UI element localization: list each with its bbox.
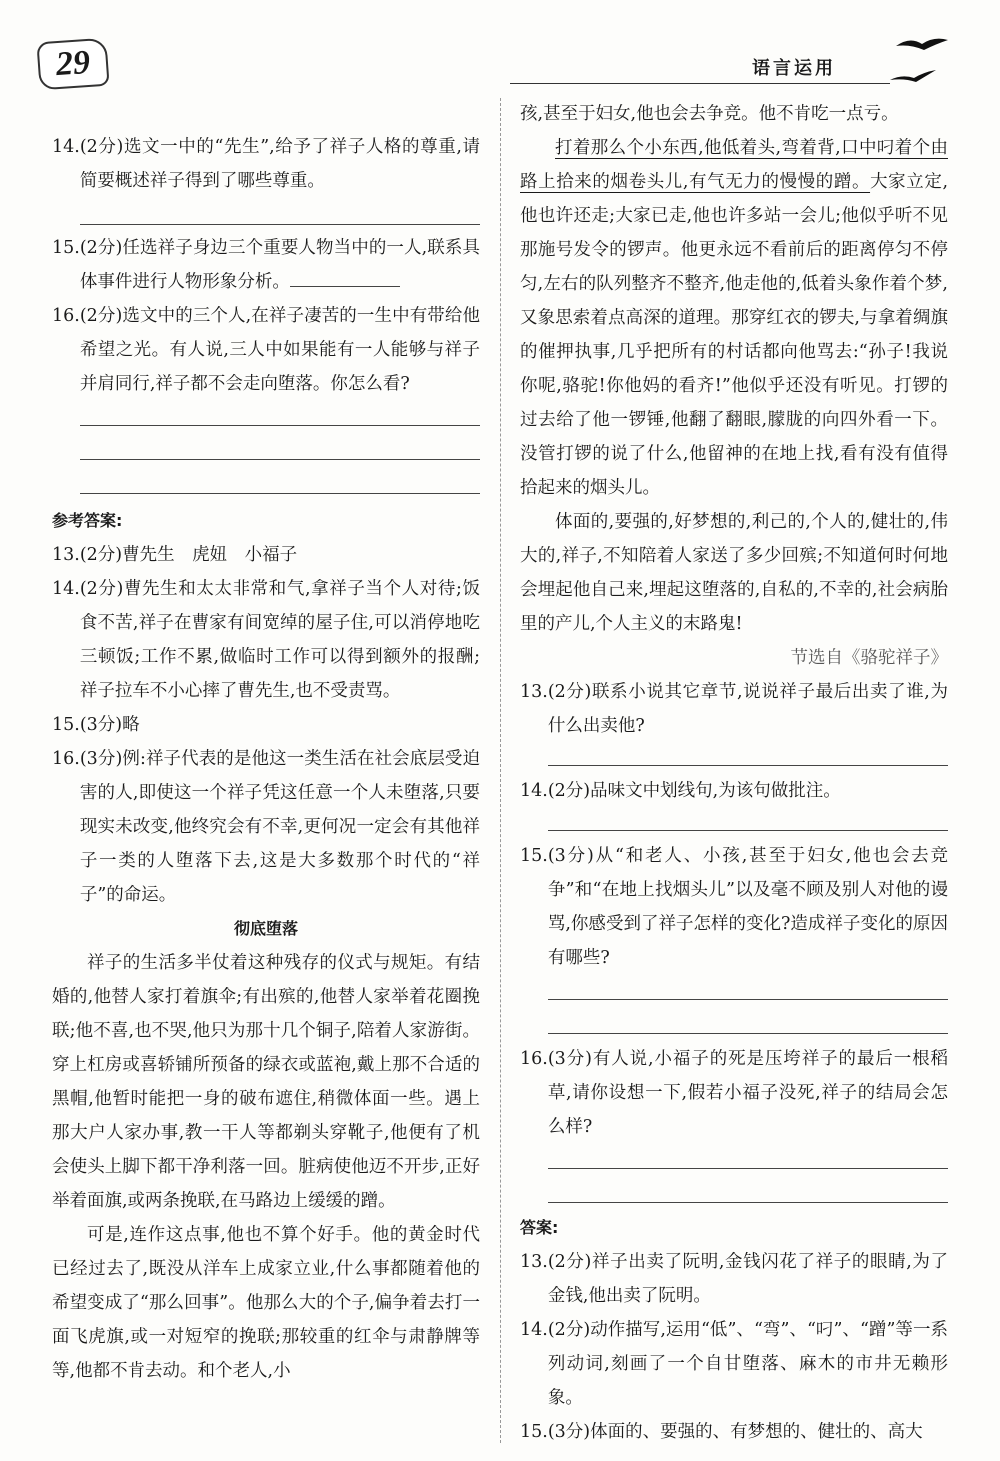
answer-line[interactable]	[548, 765, 948, 766]
answer-line[interactable]	[80, 493, 480, 494]
question-text: (2分)选文一中的“先生”,给予了祥子人格的尊重,请简要概述祥子得到了哪些尊重。	[79, 137, 480, 191]
question-15: 15. (3分)从“和老人、小孩,甚至于妇女,他也会去竞争”和“在地上找烟头儿”以及毫不顾及别人对他的谩骂,你感受到了祥子怎样的变化?造成祥子变化的原因有哪些?	[520, 839, 948, 975]
answer-inline-line[interactable]	[290, 266, 400, 287]
question-text: (3分)从“和老人、小孩,甚至于妇女,他也会去竞争”和“在地上找烟头儿”以及毫不顾及别人对他的谩骂,你感受到了祥子怎样的变化?造成祥子变化的原因有哪些?	[547, 846, 948, 968]
answer-14: 14. (2分)动作描写,运用“低”、“弯”、“叼”、“蹭”等一系列动词,刻画了一个自甘堕落、麻木的市井无赖形象。	[520, 1320, 948, 1408]
answer-line[interactable]	[80, 459, 480, 460]
answer-line[interactable]	[80, 425, 480, 426]
article-paragraph: 祥子的生活多半仗着这种残存的仪式与规矩。有结婚的,他替人家打着旗伞;有出殡的,他替人家举着花圈挽联;他不喜,也不哭,他只为那十几个铜子,陪着人家游街。穿上杠房或喜轿铺所预备的绿衣或蓝袍,戴上那不合适的黑帽,他暂时能把一身的破布遮住,稍微体面一些。遇上那大户人家办事,教一干人等都剃头穿靴子,他便有了机会使头上脚下都干净利落一回。脏病使他迈不开步,正好举着面旗,或两条挽联,在马路边上缓缓的蹭。	[52, 953, 480, 1211]
right-column	[520, 97, 948, 1449]
question-15: 15. (2分)任选祥子身边三个重要人物当中的一人,联系具体事件进行人物形象分析。	[52, 238, 480, 292]
question-13: 13. (2分)联系小说其它章节,说说祥子最后出卖了谁,为什么出卖他?	[520, 675, 948, 743]
answer-line[interactable]	[548, 830, 948, 831]
article-paragraph: 可是,连作这点事,他也不算个好手。他的黄金时代已经过去了,既没从洋车上成家立业,什么事都随着他的希望变成了“那么回事”。他那么大的个子,偏争着去打一面飞虎旗,或一对短窄的挽联;那较重的红伞与肃静牌等等,他都不肯去动。和个老人,小	[52, 1225, 480, 1381]
article-title: 彻底堕落	[233, 919, 298, 938]
header-rule	[510, 83, 890, 84]
left-column	[52, 130, 480, 1388]
column-divider	[500, 98, 501, 1443]
question-14: 14. (2分)选文一中的“先生”,给予了祥子人格的尊重,请简要概述祥子得到了哪些尊重。	[52, 130, 480, 198]
ref-answer-13: 13. (2分)曹先生 虎妞 小福子	[52, 545, 298, 565]
article-paragraph: 打着那么个小东西,他低着头,弯着背,口中叼着个由路上拾来的烟卷头儿,有气无力的慢慢的蹭。大家立定,他也许还走;大家已走,他也许多站一会儿;他似乎听不见那施号发令的锣声。他更永远不看前后的距离停匀不停匀,左右的队列整齐不整齐,他走他的,低着头象作着个梦,又象思索着点高深的道理。那穿红衣的锣夫,与拿着绸旗的催押执事,几乎把所有的村话都向他骂去:“孙子!我说你呢,骆驼!你他妈的看齐!”他似乎还没有听见。打锣的过去给了他一锣锤,他翻了翻眼,朦胧的向四外看一下。没管打锣的说了什么,他留神的在地上找,看有没有值得拾起来的烟头儿。	[520, 138, 949, 498]
answer-line[interactable]	[548, 1033, 948, 1034]
answer-line[interactable]	[548, 1168, 948, 1169]
ref-answer-16: 16. (3分)例:祥子代表的是他这一类生活在社会底层受迫害的人,即使这一个祥子凭这任意一个人未堕落,只要现实未改变,他终究会有不幸,更何况一定会有其他祥子一类的人堕落下去,这是大多数那个时代的“祥子”的命运。	[52, 749, 480, 905]
question-text: (2分)任选祥子身边三个重要人物当中的一人,联系具体事件进行人物形象分析。	[79, 238, 480, 292]
article-paragraph: 体面的,要强的,好梦想的,利己的,个人的,健壮的,伟大的,祥子,不知陪着人家送了多少回殡;不知道何时何地会埋起他自己来,埋起这堕落的,自私的,不幸的,社会病胎里的产儿,个人主义的末路鬼!	[520, 512, 948, 634]
answer-line[interactable]	[548, 999, 948, 1000]
question-16: 16. (2分)选文中的三个人,在祥子凄苦的一生中有带给他希望之光。有人说,三人中如果能有一人能够与祥子并肩同行,祥子都不会走向堕落。你怎么看?	[52, 299, 480, 401]
ref-answer-15: 15. (3分)略	[52, 715, 140, 735]
bird-icon	[888, 34, 958, 84]
ref-answer-14: 14. (2分)曹先生和太太非常和气,拿祥子当个人对待;饭食不苦,祥子在曹家有间宽绰的屋子住,可以消停地吃三顿饭;工作不累,做临时工作可以得到额外的报酬;祥子拉车不小心摔了曹先生,也不受责骂。	[52, 579, 480, 701]
question-16: 16. (3分)有人说,小福子的死是压垮祥子的最后一根稻草,请你设想一下,假若小福子没死,祥子的结局会怎么样?	[520, 1042, 948, 1144]
answer-15: 15. (3分)体面的、要强的、有梦想的、健壮的、高大	[520, 1422, 923, 1442]
source-citation: 节选自《骆驼祥子》	[790, 648, 948, 668]
section-title: 语言运用	[752, 58, 836, 79]
question-text: (2分)选文中的三个人,在祥子凄苦的一生中有带给他希望之光。有人说,三人中如果能有一人能够与祥子并肩同行,祥子都不会走向堕落。你怎么看?	[79, 306, 480, 394]
question-text: (2分)品味文中划线句,为该句做批注。	[547, 781, 841, 801]
answers-heading: 答案:	[520, 1218, 559, 1237]
reference-answers-heading: 参考答案:	[52, 511, 123, 530]
question-text: (2分)联系小说其它章节,说说祥子最后出卖了谁,为什么出卖他?	[547, 682, 948, 736]
article-paragraph-continued: 孩,甚至于妇女,他也会去争竞。他不肯吃一点亏。	[520, 104, 899, 124]
answer-line[interactable]	[548, 1202, 948, 1203]
question-text: (3分)有人说,小福子的死是压垮祥子的最后一根稻草,请你设想一下,假若小福子没死,祥子的结局会怎么样?	[547, 1049, 948, 1137]
underlined-sentence: 打着那么个小东西,他低着头,弯着背,口中叼着个由路上拾来的烟卷头儿,有气无力的慢慢的蹭。	[520, 138, 948, 192]
page-number: 29	[36, 38, 109, 91]
answer-13: 13. (2分)祥子出卖了阮明,金钱闪花了祥子的眼睛,为了金钱,他出卖了阮明。	[520, 1252, 948, 1306]
question-14: 14. (2分)品味文中划线句,为该句做批注。	[520, 774, 948, 808]
answer-line[interactable]	[80, 224, 480, 225]
